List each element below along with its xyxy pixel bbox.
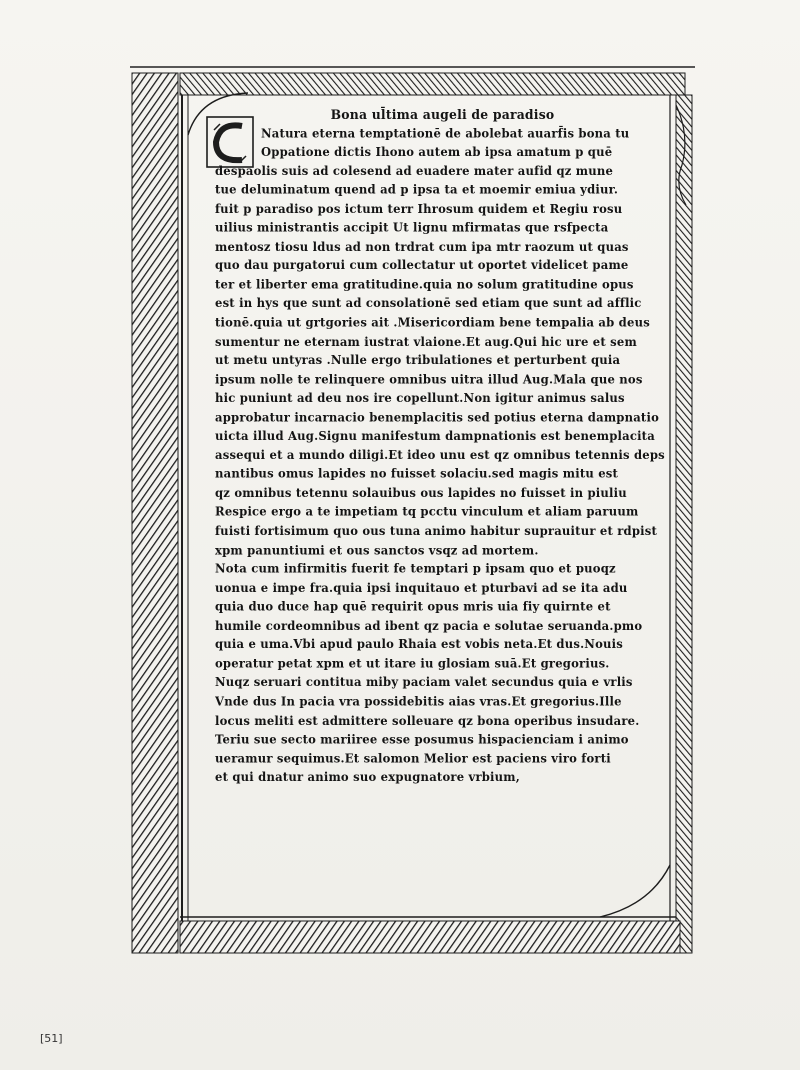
text-line: despaolis suis ad colesend ad euadere mater aufid qz mune [215, 162, 614, 179]
text-line: fuisti fortisimum quo ous tuna animo habitur suprauitur et rdpist [215, 522, 658, 539]
text-line: Natura eterna temptationē de abolebat auarf̄is bona tu [261, 125, 630, 141]
text-line: humile cordeomnibus ad ibent qz pacia e solutae seruanda.pmo [215, 617, 643, 633]
blackletter-text [215, 105, 670, 969]
text-line: fuit p paradiso pos ictum terr Ihrosum quidem et Regiu rosu [215, 200, 623, 216]
text-line: approbatur incarnacio benemplacitis sed potius eterna dampnatio [215, 409, 660, 425]
text-line: locus meliti est admittere solleuare qz bona operibus insudare. [215, 712, 640, 728]
text-line: Nuqz seruari contitua miby paciam valet secundus quia e vrlis [215, 674, 633, 690]
text-line: ipsum nolle te relinquere omnibus uitra illud Aug.Mala que nos [215, 371, 643, 387]
text-line: uicta illud Aug.Signu manifestum dampnationis est benemplacita [215, 428, 655, 444]
text-line: qz omnibus tetennu solauibus ous lapides no fuisset in piuliu [215, 485, 627, 501]
text-line: quo dau purgatorui cum collectatur ut oportet videlicet pame [215, 257, 629, 273]
text-line: Respice ergo a te impetiam tq pcctu vinculum et aliam paruum [215, 504, 639, 520]
text-line: operatur petat xpm et ut itare iu glosiam suā.Et gregorius. [215, 655, 610, 671]
text-line: xpm panuntiumi et ous sanctos vsqz ad mortem. [215, 541, 539, 558]
text-line: Vnde dus In pacia vra possidebitis aias vras.Et gregorius.Ille [215, 693, 622, 709]
text-line: uonua e impe fra.quia ipsi inquitauo et pturbavi ad se ita adu [215, 579, 628, 595]
chapter-heading: Bona ul̄tima augeli de paradiso [330, 106, 555, 123]
text-line: ter et liberter ema gratitudine.quia no solum gratitudine opus [215, 276, 634, 292]
text-line: mentosz tiosu ldus ad non trdrat cum ipa mtr raozum ut quas [215, 238, 629, 254]
text-line: est in hys que sunt ad consolationē sed etiam que sunt ad afflic [215, 295, 642, 311]
text-line: Oppatione dictis Ihono autem ab ipsa amatum p quē [261, 143, 613, 160]
text-line: ut metu untyras .Nulle ergo tribulationes et perturbent quia [215, 352, 621, 368]
text-line: uilius ministrantis accipit Ut lignu mfirmatas que rsfpecta [215, 219, 609, 235]
text-line: Nota cum infirmitis fuerit fe temptari p ipsam quo et puoqz [215, 560, 616, 577]
text-line: ueramur sequimus.Et salomon Melior est paciens viro forti [215, 750, 611, 766]
text-line: sumentur ne eternam iustrat vlaione.Et aug.Qui hic ure et sem [215, 333, 637, 349]
text-line: et qui dnatur animo suo expugnatore vrbium, [215, 769, 520, 785]
text-line: quia duo duce hap quē requirit opus mris uia fiy quirnte et [215, 598, 611, 614]
printed-page [130, 65, 695, 958]
text-line: Teriu sue secto mariiree esse posumus hispacienciam i animo [215, 731, 629, 747]
text-line: nantibus omus lapides no fuisset solaciu.sed magis mitu est [215, 466, 619, 482]
text-line: quia e uma.Vbi apud paulo Rhaia est vobis neta.Et dus.Nouis [215, 636, 623, 652]
text-line: tue deluminatum quend ad p ipsa ta et moemir emiua ydiur. [215, 181, 619, 198]
page-number: [51] [40, 1032, 63, 1045]
text-line: assequi et a mundo diligi.Et ideo unu est qz omnibus tetennis deps [215, 447, 665, 463]
text-line: hic puniunt ad deu nos ire copellunt.Non igitur animus salus [215, 390, 625, 406]
text-line: tionē.quia ut grtgories ait .Misericordiam bene tempalia ab deus [215, 314, 650, 330]
